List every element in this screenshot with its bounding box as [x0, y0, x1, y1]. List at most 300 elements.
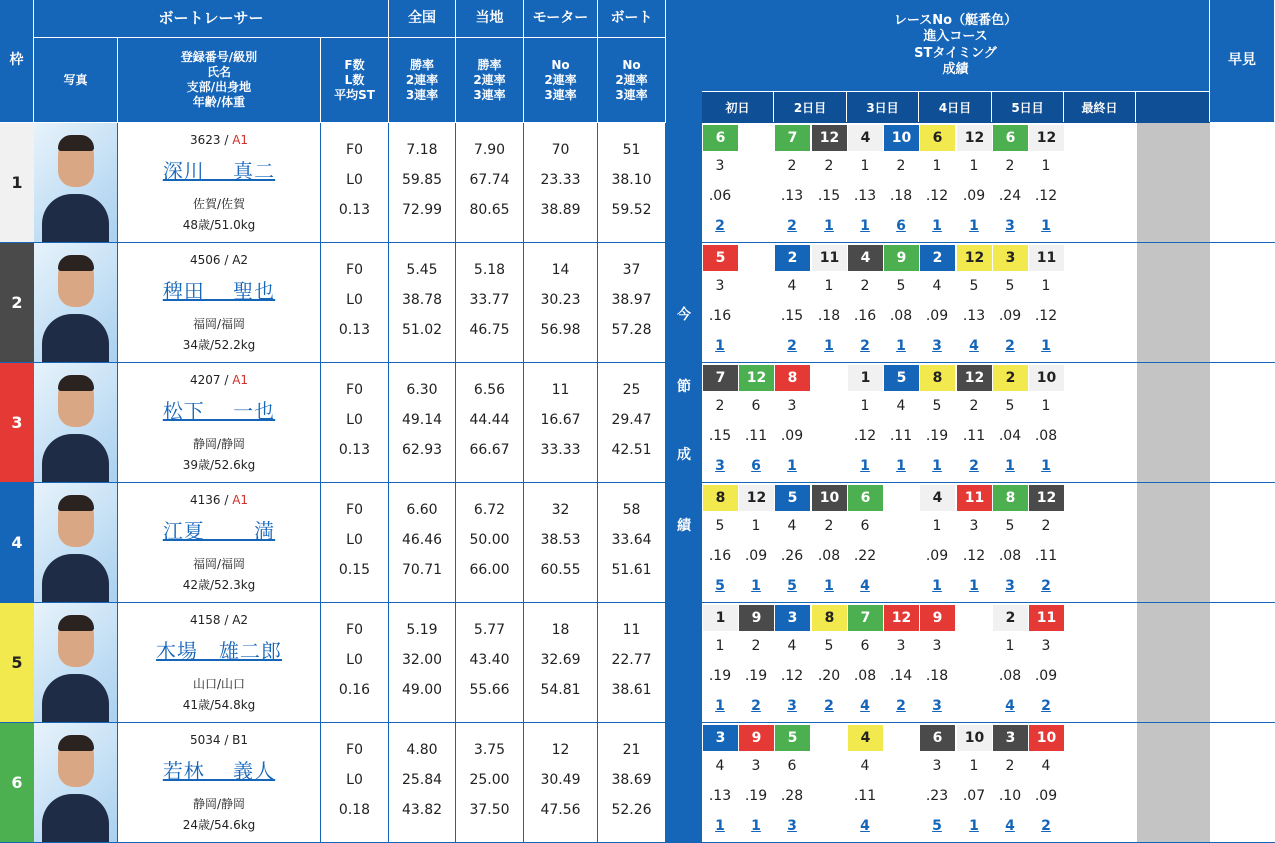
racer-class: B1 [232, 733, 249, 747]
st-timing: .19 [744, 668, 768, 684]
header-boat-racer [34, 0, 389, 38]
st-timing: .23 [925, 788, 949, 804]
entry-course: 2 [1041, 518, 1051, 534]
finish-position-link[interactable]: 3 [787, 698, 797, 714]
stat-value: 51.61 [611, 562, 652, 578]
finish-position-link[interactable]: 4 [1005, 698, 1015, 714]
race-number-badge: 2 [775, 245, 810, 271]
entry-course: 2 [860, 278, 870, 294]
racer-name-link[interactable]: 江夏 満 [162, 519, 276, 543]
st-timing: .16 [853, 308, 877, 324]
race-number-badge: 4 [848, 725, 883, 751]
finish-position-link[interactable]: 1 [896, 458, 906, 474]
stat-value: 16.67 [540, 412, 581, 428]
finish-position-link[interactable]: 1 [1041, 338, 1051, 354]
race-number-badge: 5 [884, 365, 919, 391]
stat-st: 0.15 [338, 562, 371, 578]
finish-position-link[interactable]: 1 [860, 218, 870, 234]
stat-st: 0.18 [338, 802, 371, 818]
st-timing: .18 [889, 188, 913, 204]
race-number-badge: 11 [1029, 245, 1064, 271]
header-hayami [1210, 0, 1275, 123]
finish-position-link[interactable]: 4 [860, 578, 870, 594]
stat-value: 32.69 [540, 652, 581, 668]
header-photo [34, 38, 118, 123]
stat-st: 0.13 [338, 202, 371, 218]
photo-label: 写真 [63, 72, 88, 87]
stat-value: 12 [551, 742, 570, 758]
finish-position-link[interactable]: 3 [932, 698, 942, 714]
racer-branch: 山口/山口 [192, 677, 246, 691]
race-number-badge: 12 [739, 365, 774, 391]
finish-position-link[interactable]: 1 [860, 458, 870, 474]
stats-z [389, 603, 456, 723]
finish-position-link[interactable]: 5 [932, 818, 942, 834]
st-timing: .04 [998, 428, 1022, 444]
waku-number: 3 [0, 363, 34, 483]
stat-value: 23.33 [540, 172, 581, 188]
st-timing: .08 [853, 668, 877, 684]
racer-name-link[interactable]: 松下 一也 [162, 399, 276, 423]
avg-st-label: 平均ST [334, 87, 375, 102]
waku-number: 1 [0, 123, 34, 243]
entry-course: 4 [787, 278, 797, 294]
stats-b [598, 483, 666, 603]
registration-number: 4207 [189, 373, 221, 387]
finish-position-link[interactable]: 1 [715, 338, 725, 354]
race-number-badge: 12 [957, 125, 992, 151]
entry-course: 1 [1041, 158, 1051, 174]
stat-l: L0 [346, 772, 363, 788]
race-number-badge: 8 [703, 485, 738, 511]
finish-position-link[interactable]: 1 [896, 338, 906, 354]
finish-position-link[interactable]: 1 [715, 698, 725, 714]
st-timing: .28 [780, 788, 804, 804]
zenkoku-label: 全国 [408, 9, 436, 26]
entry-course: 4 [932, 278, 942, 294]
entry-course: 6 [751, 398, 761, 414]
trio-label: 3連率 [544, 87, 577, 102]
stat-value: 58 [622, 502, 641, 518]
stat-value: 21 [622, 742, 641, 758]
stat-value: 52.26 [611, 802, 652, 818]
stats-m [524, 123, 598, 243]
stats-t [456, 723, 524, 843]
header-info [118, 38, 321, 123]
stat-l: L0 [346, 172, 363, 188]
stat-value: 51 [622, 142, 641, 158]
header-waku [0, 0, 34, 123]
stats-t [456, 483, 524, 603]
registration-number: 4506 [189, 253, 221, 267]
finish-position-link[interactable]: 1 [751, 578, 761, 594]
waku-number: 2 [0, 243, 34, 363]
entry-course: 2 [969, 398, 979, 414]
entry-course: 1 [715, 638, 725, 654]
st-timing: .26 [780, 548, 804, 564]
entry-course: 4 [1041, 758, 1051, 774]
day-4 [919, 92, 992, 122]
race-number-badge: 10 [1029, 365, 1064, 391]
entry-course: 1 [969, 158, 979, 174]
race-number-badge: 10 [1029, 725, 1064, 751]
racer-branch: 静岡/静岡 [192, 437, 246, 451]
stat-value: 57.28 [611, 322, 652, 338]
st-timing: .11 [744, 428, 768, 444]
st-timing: .12 [1034, 188, 1058, 204]
stat-l: L0 [346, 292, 363, 308]
race-number-badge: 12 [957, 245, 992, 271]
racer-name-link[interactable]: 深川 真二 [162, 159, 276, 183]
stats-b [598, 243, 666, 363]
f-l-st-column [321, 123, 389, 243]
win-rate-label: 勝率 [477, 57, 502, 72]
race-number-badge: 12 [884, 605, 919, 631]
race-number-badge: 3 [775, 605, 810, 631]
day-2 [774, 92, 847, 122]
finish-position-link[interactable]: 1 [1041, 218, 1051, 234]
stat-st: 0.16 [338, 682, 371, 698]
finish-position-link[interactable]: 3 [787, 818, 797, 834]
stat-value: 56.98 [540, 322, 581, 338]
finish-position-link[interactable]: 4 [969, 338, 979, 354]
finish-position-link[interactable]: 2 [715, 218, 725, 234]
photo-body [42, 194, 109, 243]
registration [118, 613, 320, 627]
race-number-badge: 1 [703, 605, 738, 631]
registration [118, 493, 320, 507]
day-1 [702, 92, 774, 122]
race-number-badge: 12 [1029, 485, 1064, 511]
entry-course: 2 [1005, 758, 1015, 774]
st-timing: .09 [925, 308, 949, 324]
finish-position-link[interactable]: 1 [932, 578, 942, 594]
st-timing: .12 [1034, 308, 1058, 324]
entry-course: 3 [932, 758, 942, 774]
photo-body [42, 554, 109, 603]
racer-photo [34, 123, 118, 243]
finish-position-link[interactable]: 1 [787, 458, 797, 474]
st-timing: .19 [744, 788, 768, 804]
entry-course: 3 [787, 398, 797, 414]
finish-position-link[interactable]: 2 [1041, 818, 1051, 834]
stat-value: 60.55 [540, 562, 581, 578]
konsetsu-char-1: 今 [677, 307, 691, 323]
photo-hair [58, 495, 94, 511]
finish-position-link[interactable]: 1 [1041, 458, 1051, 474]
finish-position-link[interactable]: 3 [1005, 578, 1015, 594]
day-label: 4日目 [938, 100, 972, 115]
st-timing: .24 [998, 188, 1022, 204]
entry-course: 1 [860, 398, 870, 414]
finish-position-link[interactable]: 2 [824, 698, 834, 714]
st-timing: .15 [817, 188, 841, 204]
stat-value: 32 [551, 502, 570, 518]
st-timing: .11 [1034, 548, 1058, 564]
race-number-badge: 5 [775, 725, 810, 751]
finish-position-link[interactable]: 1 [932, 218, 942, 234]
entry-course: 1 [1041, 398, 1051, 414]
racer-name-link[interactable]: 稗田 聖也 [162, 279, 276, 303]
stat-value: 30.23 [540, 292, 581, 308]
stat-l: L0 [346, 652, 363, 668]
finish-position-link[interactable]: 1 [751, 818, 761, 834]
entry-course: 4 [787, 638, 797, 654]
day-5 [992, 92, 1064, 122]
stat-value: 3.75 [473, 742, 506, 758]
stat-value: 38.61 [611, 682, 652, 698]
entry-course: 2 [787, 158, 797, 174]
racer-class: A1 [232, 133, 249, 147]
results-empty-area [1137, 603, 1210, 723]
stat-st: 0.13 [338, 442, 371, 458]
racer-photo [34, 723, 118, 843]
stat-value: 80.65 [469, 202, 510, 218]
finish-position-link[interactable]: 1 [969, 218, 979, 234]
finish-position-link[interactable]: 2 [860, 338, 870, 354]
boat-label: ボート [610, 9, 653, 26]
race-number-badge: 1 [848, 365, 883, 391]
photo-hair [58, 615, 94, 631]
entry-course: 3 [715, 278, 725, 294]
quinella-label: 2連率 [473, 72, 506, 87]
st-timing: .11 [853, 788, 877, 804]
header-motor [524, 0, 598, 38]
stat-value: 51.02 [401, 322, 443, 338]
trio-label: 3連率 [405, 87, 439, 102]
stat-value: 66.67 [469, 442, 510, 458]
stat-value: 38.78 [401, 292, 443, 308]
hayami-label: 早見 [1228, 52, 1256, 69]
stat-value: 38.69 [611, 772, 652, 788]
registration [118, 253, 320, 267]
day-label: 3日目 [866, 100, 899, 115]
entry-course: 3 [896, 638, 906, 654]
finish-position-link[interactable]: 4 [860, 698, 870, 714]
finish-position-link[interactable]: 2 [1041, 578, 1051, 594]
photo-body [42, 674, 109, 723]
finish-position-link[interactable]: 1 [824, 338, 834, 354]
st-timing: .13 [853, 188, 877, 204]
race-number-badge: 7 [775, 125, 810, 151]
st-timing: .13 [708, 788, 732, 804]
l-count-label: L数 [344, 72, 365, 87]
racer-info [118, 603, 321, 723]
stat-value: 50.00 [469, 532, 510, 548]
trio-label: 3連率 [473, 87, 506, 102]
entry-course: 2 [751, 638, 761, 654]
racer-photo [34, 243, 118, 363]
day-empty [1136, 92, 1210, 122]
stat-value: 5.77 [473, 622, 506, 638]
stats-z [389, 723, 456, 843]
finish-position-link[interactable]: 1 [969, 818, 979, 834]
racer-name-link[interactable]: 木場 雄二郎 [156, 639, 282, 663]
race-number-badge: 3 [703, 725, 738, 751]
racer-age-weight: 42歳/52.3kg [182, 578, 256, 592]
stat-value: 33.77 [469, 292, 510, 308]
st-timing: .13 [962, 308, 986, 324]
stat-value: 25 [622, 382, 641, 398]
stat-value: 33.33 [540, 442, 581, 458]
stat-f: F0 [346, 742, 363, 758]
stat-value: 70.71 [401, 562, 443, 578]
stat-value: 18 [551, 622, 570, 638]
race-number-badge: 8 [993, 485, 1028, 511]
konsetsu-char-2: 節 [677, 379, 691, 395]
racer-photo [34, 603, 118, 723]
entry-course: 1 [1041, 278, 1051, 294]
entry-course: 6 [787, 758, 797, 774]
stat-l: L0 [346, 532, 363, 548]
race-number-badge: 12 [739, 485, 774, 511]
stat-value: 37 [622, 262, 641, 278]
stat-value: 7.90 [473, 142, 506, 158]
finish-position-link[interactable]: 6 [896, 218, 906, 234]
finish-position-link[interactable]: 2 [1041, 698, 1051, 714]
day-header-row [702, 92, 1210, 123]
race-number-badge: 9 [884, 245, 919, 271]
finish-position-link[interactable]: 3 [1005, 218, 1015, 234]
waku-number: 5 [0, 603, 34, 723]
entry-course: 3 [751, 758, 761, 774]
header-boat-rates [598, 38, 666, 123]
konsetsu-char-3: 成 [677, 447, 691, 463]
stat-value: 5.18 [473, 262, 506, 278]
racer-class: A1 [232, 373, 249, 387]
f-l-st-column [321, 483, 389, 603]
finish-position-link[interactable]: 1 [824, 578, 834, 594]
race-number-badge: 3 [993, 725, 1028, 751]
racer-class: A2 [232, 253, 249, 267]
stat-value: 44.44 [469, 412, 510, 428]
stat-value: 5.19 [406, 622, 438, 638]
racer-age-weight: 24歳/54.6kg [182, 818, 256, 832]
racer-branch: 佐賀/佐賀 [192, 197, 246, 211]
finish-position-link[interactable]: 3 [932, 338, 942, 354]
stat-value: 38.97 [611, 292, 652, 308]
finish-position-link[interactable]: 2 [969, 458, 979, 474]
entry-course: 2 [896, 158, 906, 174]
entry-course: 2 [824, 518, 834, 534]
finish-position-link[interactable]: 1 [932, 458, 942, 474]
finish-position-link[interactable]: 2 [787, 218, 797, 234]
st-timing: .14 [889, 668, 913, 684]
race-number-badge: 8 [775, 365, 810, 391]
stat-value: 11 [551, 382, 570, 398]
finish-position-link[interactable]: 2 [751, 698, 761, 714]
race-number-badge: 8 [812, 605, 847, 631]
header-boat [598, 0, 666, 38]
st-timing: .15 [708, 428, 732, 444]
finish-position-link[interactable]: 1 [969, 578, 979, 594]
st-timing: .12 [853, 428, 877, 444]
st-timing: .08 [889, 308, 913, 324]
day-label: 2日目 [793, 100, 827, 115]
stat-value: 6.60 [406, 502, 438, 518]
entry-course: 4 [860, 758, 870, 774]
race-number-badge: 12 [957, 365, 992, 391]
finish-position-link[interactable]: 4 [1005, 818, 1015, 834]
race-number-badge: 9 [739, 725, 774, 751]
finish-position-link[interactable]: 2 [787, 338, 797, 354]
info-line-age: 年齢/体重 [192, 95, 246, 109]
registration-separator: / [220, 493, 233, 507]
entry-course: 5 [824, 638, 834, 654]
stat-value: 11 [622, 622, 641, 638]
day-3 [847, 92, 919, 122]
results-empty-area [1137, 123, 1210, 243]
racer-info [118, 363, 321, 483]
stat-value: 70 [551, 142, 570, 158]
stat-value: 66.00 [469, 562, 510, 578]
st-timing: .18 [925, 668, 949, 684]
info-line-name: 氏名 [206, 65, 231, 79]
trio-label: 3連率 [615, 87, 648, 102]
race-number-badge: 5 [703, 245, 738, 271]
stat-f: F0 [346, 382, 363, 398]
st-timing: .08 [998, 548, 1022, 564]
racer-photo [34, 483, 118, 603]
race-no-label: レースNo（艇番色） [893, 13, 1018, 28]
registration-separator: / [220, 253, 233, 267]
results-empty-area [1137, 243, 1210, 363]
race-number-badge: 12 [1029, 125, 1064, 151]
race-number-badge: 2 [993, 605, 1028, 631]
stat-value: 55.66 [469, 682, 510, 698]
finish-position-link[interactable]: 1 [824, 218, 834, 234]
race-number-badge: 8 [920, 365, 955, 391]
race-number-badge: 5 [775, 485, 810, 511]
st-timing: .13 [780, 188, 804, 204]
finish-position-link[interactable]: 5 [787, 578, 797, 594]
info-line-reg: 登録番号/級別 [180, 50, 258, 64]
race-number-badge: 6 [920, 725, 955, 751]
quinella-label: 2連率 [405, 72, 439, 87]
entry-course: 5 [969, 278, 979, 294]
konsetsu-column [666, 0, 702, 843]
finish-position-link[interactable]: 6 [751, 458, 761, 474]
stat-value: 25.84 [401, 772, 443, 788]
stats-t [456, 123, 524, 243]
race-number-badge: 10 [884, 125, 919, 151]
st-timing: .08 [998, 668, 1022, 684]
race-number-badge: 2 [920, 245, 955, 271]
finish-position-link[interactable]: 3 [715, 458, 725, 474]
finish-position-link[interactable]: 4 [860, 818, 870, 834]
day-label: 5日目 [1011, 100, 1044, 115]
finish-position-link[interactable]: 5 [715, 578, 725, 594]
race-number-badge: 11 [957, 485, 992, 511]
entry-course: 5 [932, 398, 942, 414]
entry-course: 1 [824, 278, 834, 294]
photo-body [42, 794, 109, 843]
registration-separator: / [220, 133, 233, 147]
results-empty-area [1137, 723, 1210, 843]
entry-course: 5 [896, 278, 906, 294]
finish-position-link[interactable]: 2 [896, 698, 906, 714]
finish-position-link[interactable]: 2 [1005, 338, 1015, 354]
entry-course: 3 [932, 638, 942, 654]
finish-position-link[interactable]: 1 [1005, 458, 1015, 474]
stat-value: 14 [551, 262, 570, 278]
race-number-badge: 10 [957, 725, 992, 751]
finish-position-link[interactable]: 1 [715, 818, 725, 834]
racer-name-link[interactable]: 若林 義人 [162, 759, 276, 783]
stats-t [456, 243, 524, 363]
stat-value: 30.49 [540, 772, 581, 788]
day-final [1064, 92, 1136, 122]
